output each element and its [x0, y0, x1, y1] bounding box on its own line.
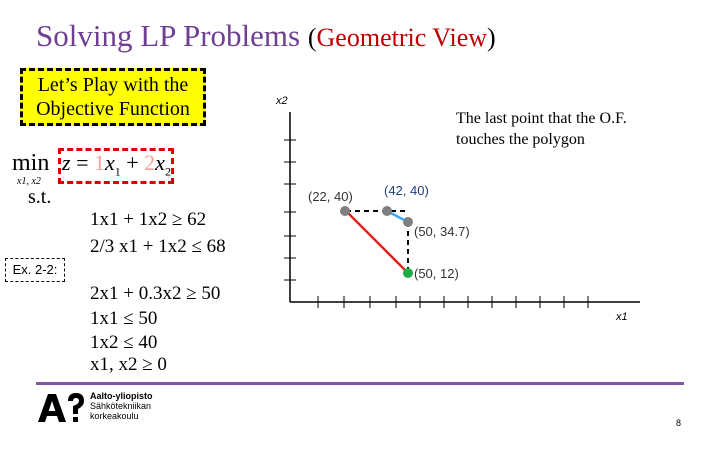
objective-eq: = [70, 150, 94, 175]
objective-coef-2: 2 [144, 150, 156, 175]
objective-min: min [12, 150, 50, 176]
org-name [90, 391, 153, 421]
constraint-2: 2/3 x1 + 1x2 ≤ 68 [90, 236, 226, 257]
point-50-12 [403, 268, 413, 278]
title-paren-close: ) [487, 23, 496, 52]
constraint-1: 1x1 + 1x2 ≥ 62 [90, 209, 207, 230]
point-label-22-40: (22, 40) [308, 189, 353, 204]
objective-z: z [62, 150, 71, 175]
point-label-42-40: (42, 40) [384, 183, 429, 198]
subject-to: s.t. [28, 186, 52, 208]
example-label: Ex. 2-2: [5, 258, 65, 282]
objective-expression: $z = 1x_1 + 2x_2$ [62, 150, 171, 179]
callout-line-2: Objective Function [36, 98, 190, 120]
constraint-3: 2x1 + 0.3x2 ≥ 50 [90, 283, 221, 304]
page-number: 8 [676, 418, 682, 428]
point-50-34-7 [403, 217, 413, 227]
org-line-1: Aalto-yliopisto [90, 391, 153, 401]
title-paren-open: ( [307, 23, 317, 52]
org-line-3: korkeakoulu [90, 411, 139, 421]
x-axis-label: x1 [616, 311, 628, 323]
objective-x2: x [155, 150, 165, 175]
feasible-edge-red [346, 211, 408, 273]
objective-x1: x [104, 150, 115, 175]
constraint-6: x1, x2 ≥ 0 [90, 354, 167, 375]
callout-line-1: Let’s Play with the [37, 74, 189, 96]
title-highlight: Geometric View [316, 23, 488, 52]
objective-min-subscript: x1, x2 [17, 176, 41, 187]
title-main: Solving LP Problems [36, 18, 308, 53]
constraint-5: 1x2 ≤ 40 [90, 332, 158, 353]
point-42-40 [382, 206, 392, 216]
point-label-50-34-7: (50, 34.7) [414, 224, 470, 239]
objective-coef-1: 1 [93, 150, 105, 175]
org-line-2: Sähkötekniikan [90, 401, 152, 411]
objective-plus: + [120, 150, 145, 175]
constraint-4: 1x1 ≤ 50 [90, 308, 158, 329]
note-text: The last point that the O.F. touches the polygon [456, 110, 627, 148]
point-22-40 [340, 206, 350, 216]
y-axis-label: x2 [276, 95, 288, 107]
footer-divider [36, 382, 684, 385]
point-label-50-12: (50, 12) [414, 266, 459, 281]
aalto-logo [36, 392, 88, 424]
